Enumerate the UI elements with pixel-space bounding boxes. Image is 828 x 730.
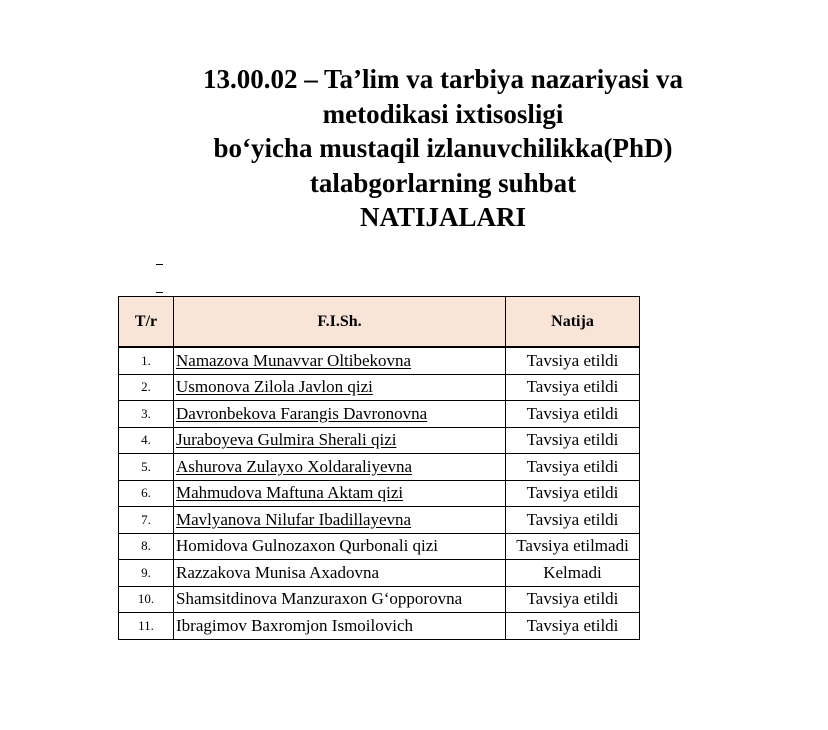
title-line-5: NATIJALARI (359, 202, 527, 232)
row-result: Tavsiya etildi (506, 454, 640, 481)
title-line-1: 13.00.02 – Ta’lim va tarbiya nazariyasi va (202, 64, 683, 94)
row-result: Tavsiya etildi (506, 586, 640, 613)
row-fio: Homidova Gulnozaxon Qurbonali qizi (174, 533, 506, 560)
table-row (119, 480, 640, 507)
title-line-3: bo‘yicha mustaqil izlanuvchilikka(PhD) (213, 133, 673, 163)
row-fio-link[interactable]: Juraboyeva Gulmira Sherali qizi (176, 430, 397, 450)
row-result: Kelmadi (506, 560, 640, 587)
table-row (119, 401, 640, 428)
row-result: Tavsiya etildi (506, 613, 640, 640)
row-fio[interactable] (174, 347, 506, 374)
row-fio[interactable] (174, 507, 506, 534)
row-result: Tavsiya etildi (506, 401, 640, 428)
row-num: 2. (119, 374, 174, 401)
row-num: 10. (119, 586, 174, 613)
row-result: Tavsiya etildi (506, 507, 640, 534)
row-result: Tavsiya etildi (506, 347, 640, 374)
row-fio[interactable] (174, 401, 506, 428)
row-fio-link[interactable]: Usmonova Zilola Javlon qizi (176, 377, 373, 397)
table-row (119, 507, 640, 534)
table-row (119, 533, 640, 560)
row-num: 7. (119, 507, 174, 534)
row-fio-link[interactable]: Ashurova Zulayxo Xoldaraliyevna (176, 456, 413, 476)
row-fio[interactable] (174, 374, 506, 401)
row-result: Tavsiya etildi (506, 427, 640, 454)
table-row (119, 347, 640, 374)
row-fio-link[interactable]: Davronbekova Farangis Davronovna (176, 403, 428, 423)
row-fio-link[interactable]: Namazova Munavvar Oltibekovna (176, 350, 412, 370)
row-num: 5. (119, 454, 174, 481)
results-table (118, 296, 640, 640)
table-row (119, 454, 640, 481)
table-row (119, 586, 640, 613)
row-fio: Shamsitdinova Manzuraxon G‘opporovna (174, 586, 506, 613)
row-num: 6. (119, 480, 174, 507)
row-num: 11. (119, 613, 174, 640)
row-result: Tavsiya etilmadi (506, 533, 640, 560)
row-fio[interactable] (174, 454, 506, 481)
header-num: T/r (119, 297, 174, 348)
row-num: 1. (119, 347, 174, 374)
row-fio: Ibragimov Baxromjon Ismoilovich (174, 613, 506, 640)
row-result: Tavsiya etildi (506, 374, 640, 401)
row-fio[interactable] (174, 480, 506, 507)
row-num: 8. (119, 533, 174, 560)
dash-mark (156, 264, 163, 265)
title-line-2: metodikasi ixtisosligi (322, 98, 564, 129)
table-header-row (119, 297, 640, 348)
row-num: 4. (119, 427, 174, 454)
row-result: Tavsiya etildi (506, 480, 640, 507)
row-fio-link[interactable]: Mavlyanova Nilufar Ibadillayevna (176, 509, 412, 529)
header-result: Natija (506, 297, 640, 348)
table-row (119, 560, 640, 587)
row-fio[interactable] (174, 427, 506, 454)
row-fio-link[interactable]: Mahmudova Maftuna Aktam qizi (176, 483, 404, 503)
row-fio: Razzakova Munisa Axadovna (174, 560, 506, 587)
table-row (119, 374, 640, 401)
dash-mark (156, 292, 163, 293)
document-title (118, 62, 768, 235)
header-fio: F.I.Sh. (174, 297, 506, 348)
table-row (119, 427, 640, 454)
row-num: 3. (119, 401, 174, 428)
table-row (119, 613, 640, 640)
row-num: 9. (119, 560, 174, 587)
title-line-4: talabgorlarning suhbat (309, 167, 577, 198)
